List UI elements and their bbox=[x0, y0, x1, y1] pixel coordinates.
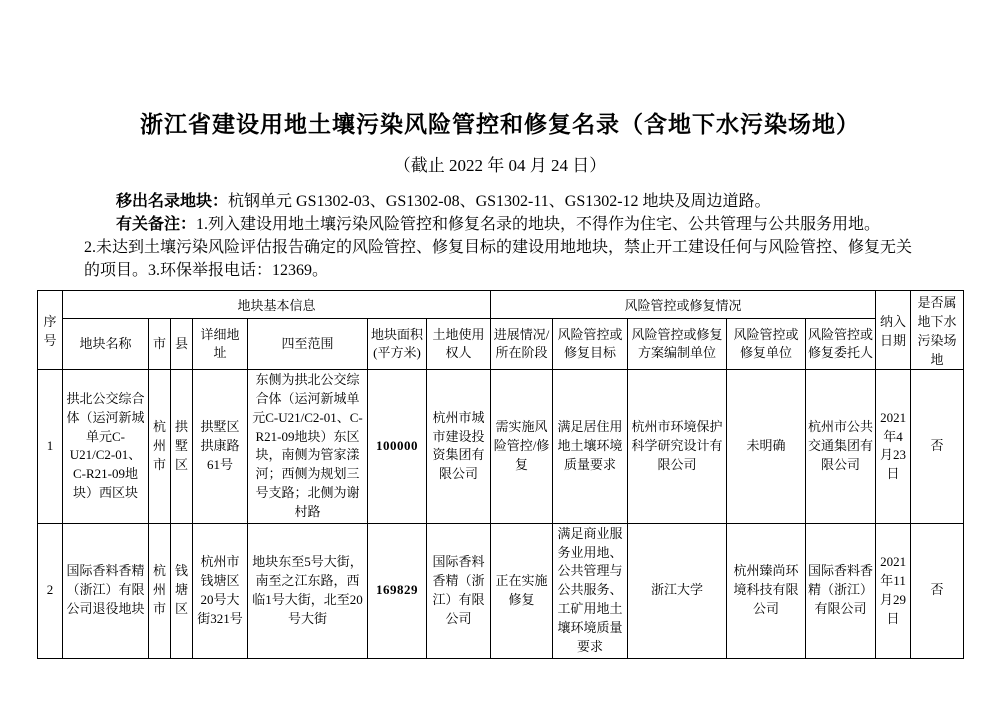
cell-seq: 1 bbox=[38, 370, 63, 524]
header-group-risk-status: 风险管控或修复情况 bbox=[491, 291, 876, 319]
cell-groundwater: 否 bbox=[911, 370, 964, 524]
header-area: 地块面积(平方米) bbox=[368, 319, 427, 370]
notes-line-1 bbox=[84, 213, 922, 236]
table-row bbox=[38, 370, 964, 524]
header-groundwater: 是否属地下水污染场地 bbox=[911, 291, 964, 370]
records-table bbox=[37, 290, 964, 659]
cell-target: 满足商业服务业用地、公共管理与公共服务、工矿用地土壤环境质量要求 bbox=[553, 523, 628, 658]
header-city: 市 bbox=[149, 319, 171, 370]
cell-plot-name: 国际香料香精（浙江）有限公司退役地块 bbox=[63, 523, 149, 658]
header-target: 风险管控或修复目标 bbox=[553, 319, 628, 370]
cell-client: 国际香料香精（浙江）有限公司 bbox=[806, 523, 876, 658]
cell-county: 钱塘区 bbox=[171, 523, 193, 658]
header-date: 纳入日期 bbox=[876, 291, 911, 370]
header-seq: 序号 bbox=[38, 291, 63, 370]
cell-county: 拱墅区 bbox=[171, 370, 193, 524]
cell-progress: 正在实施修复 bbox=[491, 523, 553, 658]
cell-groundwater: 否 bbox=[911, 523, 964, 658]
cell-address: 杭州市钱塘区20号大街321号 bbox=[193, 523, 248, 658]
removed-parcels-label: 移出名录地块： bbox=[116, 193, 229, 210]
header-county: 县 bbox=[171, 319, 193, 370]
document-subtitle: （截止 2022 年 04 月 24 日） bbox=[393, 156, 607, 175]
cell-plan-unit: 浙江大学 bbox=[628, 523, 727, 658]
document-title: 浙江省建设用地土壤污染风险管控和修复名录（含地下水污染场地） bbox=[140, 112, 860, 137]
cell-area: 169829 bbox=[368, 523, 427, 658]
cell-city: 杭州市 bbox=[149, 523, 171, 658]
cell-date: 2021年4月23日 bbox=[876, 370, 911, 524]
cell-boundary: 东侧为拱北公交综合体（运河新城单元C-U21/C2-01、C-R21-09地块）东区块，南侧为管家漾河；西侧为规划三号支路；北侧为谢村路 bbox=[248, 370, 368, 524]
table-row bbox=[38, 523, 964, 658]
cell-client: 杭州市公共交通集团有限公司 bbox=[806, 370, 876, 524]
cell-target: 满足居住用地土壤环境质量要求 bbox=[553, 370, 628, 524]
notes-text-1: 1.列入建设用地土壤污染风险管控和修复名录的地块，不得作为住宅、公共管理与公共服务用地。 bbox=[196, 216, 881, 233]
cell-city: 杭州市 bbox=[149, 370, 171, 524]
header-boundary: 四至范围 bbox=[248, 319, 368, 370]
cell-date: 2021年11月29日 bbox=[876, 523, 911, 658]
header-address: 详细地址 bbox=[193, 319, 248, 370]
cell-plot-name: 拱北公交综合体（运河新城单元C-U21/C2-01、C-R21-09地块）西区块 bbox=[63, 370, 149, 524]
header-plot-name: 地块名称 bbox=[63, 319, 149, 370]
header-plan-unit: 风险管控或修复方案编制单位 bbox=[628, 319, 727, 370]
cell-boundary: 地块东至5号大街，南至之江东路，西临1号大街，北至20号大街 bbox=[248, 523, 368, 658]
header-client: 风险管控或修复委托人 bbox=[806, 319, 876, 370]
cell-land-user: 国际香料香精（浙江）有限公司 bbox=[427, 523, 491, 658]
table-header bbox=[38, 291, 964, 370]
header-progress: 进展情况/所在阶段 bbox=[491, 319, 553, 370]
cell-repair-unit: 杭州臻尚环境科技有限公司 bbox=[727, 523, 806, 658]
removed-parcels-text: 杭钢单元 GS1302-03、GS1302-08、GS1302-11、GS1302-12 地块及周边道路。 bbox=[228, 193, 771, 210]
cell-area: 100000 bbox=[368, 370, 427, 524]
notes-label: 有关备注： bbox=[116, 216, 197, 233]
cell-address: 拱墅区拱康路61号 bbox=[193, 370, 248, 524]
cell-land-user: 杭州市城市建设投资集团有限公司 bbox=[427, 370, 491, 524]
cell-seq: 2 bbox=[38, 523, 63, 658]
cell-plan-unit: 杭州市环境保护科学研究设计有限公司 bbox=[628, 370, 727, 524]
cell-repair-unit: 未明确 bbox=[727, 370, 806, 524]
remarks-block bbox=[84, 190, 922, 282]
cell-progress: 需实施风险管控/修复 bbox=[491, 370, 553, 524]
header-land-user: 土地使用权人 bbox=[427, 319, 491, 370]
notes-line-2: 2.未达到土壤污染风险评估报告确定的风险管控、修复目标的建设用地地块，禁止开工建设任何与风险管控、修复无关的项目。3.环保举报电话：12369。 bbox=[84, 239, 913, 279]
header-repair-unit: 风险管控或修复单位 bbox=[727, 319, 806, 370]
header-group-basic-info: 地块基本信息 bbox=[63, 291, 491, 319]
removed-parcels-line bbox=[84, 190, 922, 213]
